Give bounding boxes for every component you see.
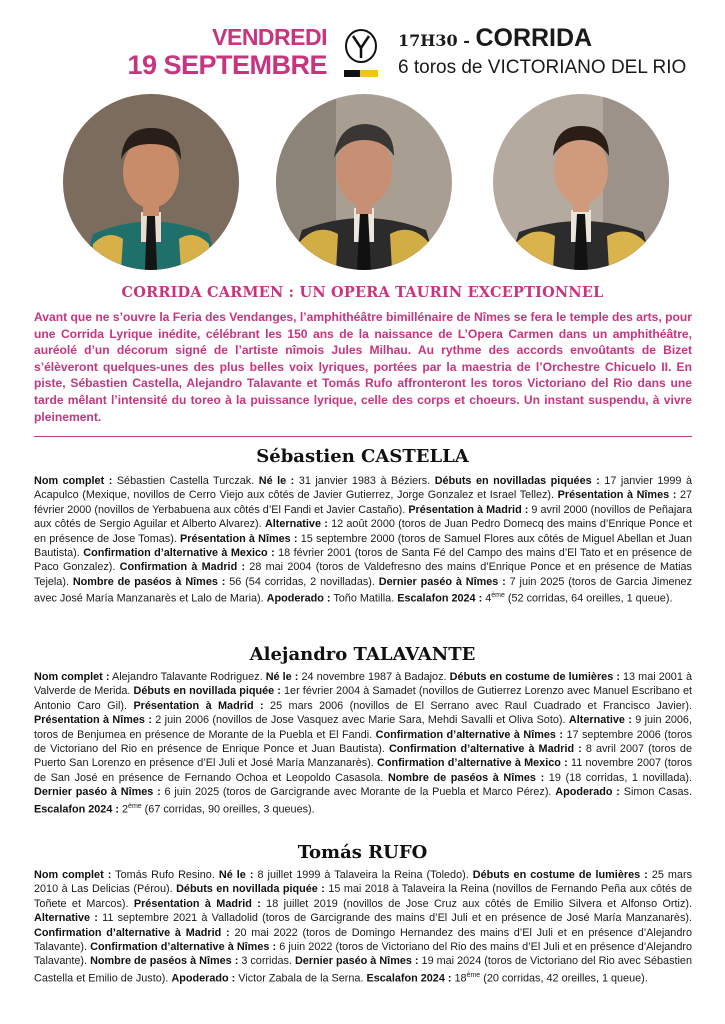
- bio-label: Confirmation d’alternative à Mexico :: [83, 547, 275, 560]
- bio-value: 8 juillet 1999 à Talaveira la Reina (Toledo).: [253, 869, 473, 881]
- bio-value: 3 corridas.: [238, 955, 295, 968]
- bio-value: 17 janvier 1999 à Acapulco (Mexique, novillos de Cerro Viejo aux côtés de Javier Gutierrez, Jorge Gonzalez et Israel Tellez).: [34, 475, 692, 502]
- bio-value: 31 janvier 1983 à Béziers.: [294, 475, 435, 487]
- bio-label: Nom complet :: [34, 671, 110, 683]
- event-day: VENDREDI: [212, 24, 327, 50]
- bio-value: Victor Zabala de la Serna.: [235, 972, 367, 985]
- bio-label: Escalafon 2024 :: [34, 803, 119, 816]
- arena-logo-icon: [342, 28, 380, 80]
- bio-value: 6 juin 2022 (toros de Victoriano del Rio des mains d’El Juli et en présence d’Alejandro Talavante).: [34, 941, 693, 968]
- bio-label: Dernier paséo à Nîmes :: [378, 575, 506, 588]
- bio-value-after: (52 corridas, 64 oreilles, 1 queue).: [504, 592, 673, 605]
- bio-label: Escalafon 2024 :: [397, 592, 483, 605]
- bio-label: Confirmation d’alternative à Madrid :: [34, 926, 230, 939]
- bio-label: Débuts en novilladas piquées :: [434, 475, 600, 487]
- event-block: [398, 26, 686, 77]
- bio-label: Confirmation d’alternative à Nîmes :: [375, 728, 564, 741]
- bio-value: 27 février 2000 (novillos de Yerbabuena aux côtés d’El Fandi et Javier Castaño).: [34, 489, 693, 516]
- bio-label: Escalafon 2024 :: [366, 972, 452, 985]
- bio-value: 18 février 2001 (toros de Santa Fé del Campo des mains d’El Tato et en présence de Paco Gonzalez).: [34, 547, 692, 574]
- bio-label: Confirmation d’alternative à Mexico :: [377, 757, 568, 770]
- bio-label: Apoderado :: [555, 786, 620, 799]
- intro-title: CORRIDA CARMEN : UN OPERA TAURIN EXCEPTIONNEL: [121, 284, 604, 301]
- bio-value: 2: [119, 803, 129, 816]
- bio-label: Nombre de paséos à Nîmes :: [72, 575, 226, 588]
- bio-value: 19 (18 corridas, 1 novillada).: [544, 771, 693, 784]
- bio-label: Confirmation d’alternative à Nîmes :: [90, 941, 277, 954]
- bio-value: Tomás Rufo Resino.: [111, 869, 219, 881]
- bio-ordinal: ème: [466, 971, 481, 979]
- section-title-rufo: Tomás RUFO: [297, 842, 428, 863]
- bio-label: Apoderado :: [266, 592, 331, 605]
- bio-value: 56 (54 corridas, 2 novilladas).: [225, 575, 379, 588]
- bio-label: Présentation à Madrid :: [133, 897, 261, 910]
- bio-value: 13 mai 2001 à Valverde de Merida.: [34, 671, 692, 698]
- bio-value: 8 avril 2007 (toros de Puerto San Lorenzo en présence d’El Juli et José María Manzanarès).: [34, 743, 692, 770]
- bio-label: Présentation à Nîmes :: [34, 714, 152, 727]
- bio-value: 25 mars 2006 (novillos de El Serrano avec Raul Cuadrado et Francisco Javier).: [263, 699, 692, 712]
- bio-label: Né le :: [218, 869, 254, 881]
- bio-label: Né le :: [265, 671, 299, 683]
- photo-talavante: [276, 94, 452, 270]
- bio-label: Né le :: [258, 475, 295, 487]
- bio-value: 19 mai 2024 (toros de Victoriano del Rio avec Sébastien Castella et Emilio de Justo).: [34, 955, 692, 985]
- bio-value: 18 juillet 2019 (novillos de Jose Cruz aux côtés de Emilio Silvera et Alfonso Ortiz).: [260, 897, 693, 910]
- bio-value: 6 juin 2025 (toros de Garcigrande avec Morante de la Puebla et Marco Pérez).: [160, 786, 556, 799]
- bio-label: Présentation à Madrid :: [408, 503, 529, 516]
- bio-label: Débuts en costume de lumières :: [472, 869, 648, 881]
- bio-value: 4: [482, 592, 492, 605]
- bio-label: Alternative :: [264, 518, 328, 531]
- bio-rufo: [34, 868, 692, 986]
- bio-value: 28 mai 2004 (toros de Valdefresno des mains d’Enrique Ponce et en présence de Matias Tejela).: [34, 561, 692, 588]
- bio-value: 18: [451, 972, 467, 985]
- event-date: 19 SEPTEMBRE: [127, 50, 327, 80]
- bio-label: Apoderado :: [171, 972, 236, 985]
- bio-value: 9 avril 2000 (novillos de Peñajara aux côtés de Sergio Aguilar et Alberto Alvarez).: [34, 503, 693, 531]
- bio-value-after: (67 corridas, 90 oreilles, 3 queues).: [141, 803, 315, 816]
- divider: [34, 436, 692, 437]
- bio-value: 9 juin 2006, toros de Benjumea en présence de Morante de la Puebla et El Fandi.: [34, 714, 692, 741]
- date-block: [127, 26, 327, 79]
- bio-label: Débuts en costume de lumières :: [449, 671, 620, 683]
- photo-castella: [63, 94, 239, 270]
- bio-value: 1er février 2004 à Samadet (novillos de Gutierrez Lorenzo avec Manuel Escribano et Antonio Caro Gil).: [34, 685, 692, 712]
- bio-value: Toño Matilla.: [330, 592, 398, 605]
- bio-value: 12 août 2000 (toros de Juan Pedro Domecq des mains d’Enrique Ponce et en présence de Jose Tomas).: [34, 518, 692, 545]
- bio-label: Présentation à Nîmes :: [557, 489, 677, 502]
- event-type: CORRIDA: [475, 24, 593, 52]
- bio-value: Alejandro Talavante Rodriguez.: [109, 671, 266, 683]
- intro-text: Avant que ne s’ouvre la Feria des Vendanges, l’amphithéâtre bimillénaire de Nîmes se fera le temple des arts, pour une Corrida Lyrique inédite, célébrant les 150 ans de la naissance de L’Opera Carmen dans un amphithéâtre, auréolé d’un décorum signé de l’artiste nîmois Jules Milhau. Au rythme des accords envoûtants de Bizet s’élèveront quelques-unes des plus belles voix lyriques, portées par la maestria de l’Orchestre Chicuelo II. En piste, Sébastien Castella, Alejandro Talavante et Tomás Rufo affronteront les toros Victoriano del Rio dans une tarde mêlant l’intensité du toreo à la puissance lyrique, celle des corps et choeurs. Un instant suspendu, à vivre pleinement.: [34, 310, 692, 424]
- bio-talavante: [34, 670, 692, 817]
- bulls-line: 6 toros de VICTORIANO DEL RIO: [398, 57, 687, 78]
- bio-label: Nom complet :: [34, 475, 113, 487]
- torero-photos: [0, 94, 725, 270]
- bio-value: 24 novembre 1987 à Badajoz.: [298, 671, 450, 683]
- bio-label: Nom complet :: [34, 869, 112, 881]
- bio-label: Débuts en novillada piquée :: [133, 685, 281, 698]
- bio-value: 11 septembre 2021 à Valladolid (toros de Garcigrande des mains d’El Juli et en présence de José María Manzanarès).: [97, 912, 692, 925]
- bio-label: Alternative :: [568, 714, 632, 727]
- bio-label: Dernier paséo à Nîmes :: [294, 955, 419, 968]
- bio-label: Présentation à Nîmes :: [180, 532, 298, 545]
- bio-ordinal: ème: [128, 802, 142, 810]
- bio-value: 25 mars 2010 à Las Delicias (Pérou).: [34, 869, 692, 896]
- bio-label: Confirmation d’alternative à Madrid :: [388, 743, 582, 756]
- bio-value: Simon Casas.: [619, 786, 692, 799]
- bio-value: 17 septembre 2006 (toros de Victoriano del Rio en présence de Enrique Ponce et Juan Bautista).: [34, 728, 693, 756]
- event-time-line: [398, 26, 686, 51]
- bio-value: 15 septembre 2000 (toros de Samuel Flores aux côtés de Miguel Abellan et Juan Bautista).: [34, 532, 692, 560]
- bio-value: 15 mai 2018 à Talaveira la Reina (novillos de Fernando Peña aux côtés de Toñete et Marcos).: [34, 883, 693, 910]
- bio-label: Présentation à Madrid :: [133, 699, 264, 712]
- bio-label: Débuts en novillada piquée :: [176, 883, 325, 896]
- bio-label: Nombre de paséos à Nîmes :: [90, 955, 239, 968]
- event-time: 17H30 -: [398, 31, 470, 50]
- section-title-talavante: Alejandro TALAVANTE: [249, 644, 476, 665]
- bio-value-after: (20 corridas, 42 oreilles, 1 queue).: [480, 972, 648, 985]
- section-title-castella: Sébastien CASTELLA: [256, 446, 469, 467]
- bio-label: Nombre de paséos à Nîmes :: [387, 771, 545, 784]
- bio-label: Confirmation à Madrid :: [119, 561, 246, 574]
- bio-value: 7 juin 2025 (toros de Garcia Jimenez avec José María Manzanarès et Lalo de Maria).: [34, 575, 692, 605]
- bio-label: Alternative :: [34, 912, 98, 925]
- bio-value: 20 mai 2022 (toros de Domingo Hernandez des mains d’El Juli et en présence d’Alejandro Talavante).: [34, 926, 692, 954]
- header: [0, 24, 725, 84]
- bio-value: Sébastien Castella Turczak.: [112, 475, 259, 487]
- bio-value: 11 novembre 2007 (toros de San José en présence de Fernando Ochoa et Leopoldo Casasola.: [34, 757, 692, 784]
- photo-rufo: [493, 94, 669, 270]
- bio-castella: [34, 474, 692, 606]
- bio-ordinal: ème: [491, 592, 505, 600]
- bio-value: 2 juin 2006 (novillos de Jose Vasquez avec Marie Sara, Mehdi Savalli et Oliva Soto).: [151, 714, 569, 727]
- bio-label: Dernier paséo à Nîmes :: [34, 786, 161, 799]
